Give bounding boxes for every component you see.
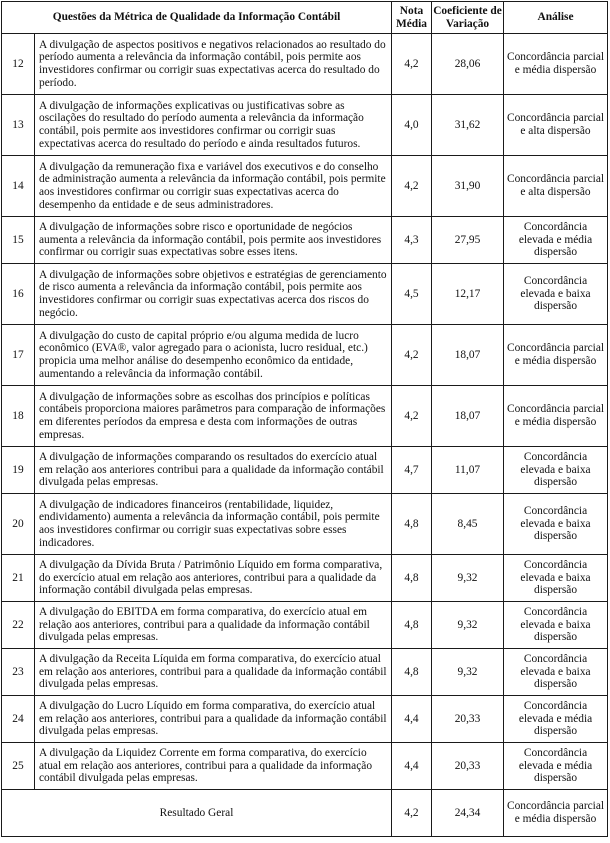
row-question: A divulgação da remuneração fixa e variável dos executivos e do conselho de administração aumenta a relevância da informação contábil, pois permite aos investidores confirmar ou corrigir suas expectativas acerca do desempenho da entidade e de seus administradores.: [35, 156, 392, 217]
row-cv: 31,90: [432, 156, 504, 217]
row-number: 22: [2, 602, 35, 649]
total-label: Resultado Geral: [2, 790, 392, 837]
table-row: [2, 264, 608, 325]
row-number: 18: [2, 386, 35, 447]
row-mean: 4,2: [392, 34, 432, 95]
row-analysis: Concordância elevada e média dispersão: [504, 743, 608, 790]
row-cv: 11,07: [432, 447, 504, 494]
row-mean: 4,7: [392, 447, 432, 494]
row-cv: 27,95: [432, 217, 504, 264]
quality-metric-table: [1, 1, 608, 837]
row-question: A divulgação de informações sobre as escolhas dos princípios e políticas contábeis proporciona maiores parâmetros para comparação de informações em diferentes períodos da empresa e desta com informações de outras empresas.: [35, 386, 392, 447]
row-cv: 20,33: [432, 696, 504, 743]
row-analysis: Concordância elevada e média dispersão: [504, 696, 608, 743]
row-question: A divulgação de informações sobre risco e oportunidade de negócios aumenta a relevância da informação contábil, pois permite aos investidores confirmar ou corrigir suas expectativas sobre esses itens.: [35, 217, 392, 264]
row-question: A divulgação de informações comparando os resultados do exercício atual em relação aos anteriores contribui para a qualidade da informação contábil divulgada pelas empresas.: [35, 447, 392, 494]
table-row: [2, 325, 608, 386]
row-number: 24: [2, 696, 35, 743]
table-row: [2, 34, 608, 95]
row-mean: 4,0: [392, 95, 432, 156]
row-mean: 4,8: [392, 494, 432, 555]
row-question: A divulgação da Liquidez Corrente em forma comparativa, do exercício atual em relação aos anteriores, contribui para a qualidade da informação contábil divulgada pelas empresas.: [35, 743, 392, 790]
row-cv: 9,32: [432, 555, 504, 602]
row-number: 20: [2, 494, 35, 555]
row-question: A divulgação do custo de capital próprio e/ou alguma medida de lucro econômico (EVA®, valor agregado para o acionista, lucro residual, etc.) propicia uma melhor análise do desempenho econômico da entidade, aumentando a relevância da informação contábil.: [35, 325, 392, 386]
row-question: A divulgação de indicadores financeiros (rentabilidade, liquidez, endividamento) aumenta a relevância da informação contábil, pois permite aos investidores confirmar ou corrigir suas expectativas sobre esses indicadores.: [35, 494, 392, 555]
row-number: 25: [2, 743, 35, 790]
row-analysis: Concordância elevada e média dispersão: [504, 217, 608, 264]
row-number: 13: [2, 95, 35, 156]
row-question: A divulgação do EBITDA em forma comparativa, do exercício atual em relação aos anteriores, contribui para a qualidade da informação contábil divulgada pelas empresas.: [35, 602, 392, 649]
table-row: [2, 494, 608, 555]
row-cv: 12,17: [432, 264, 504, 325]
row-cv: 20,33: [432, 743, 504, 790]
row-mean: 4,8: [392, 649, 432, 696]
row-analysis: Concordância elevada e baixa dispersão: [504, 494, 608, 555]
row-analysis: Concordância elevada e baixa dispersão: [504, 447, 608, 494]
row-mean: 4,8: [392, 555, 432, 602]
row-number: 16: [2, 264, 35, 325]
table-row: [2, 555, 608, 602]
table-row: [2, 447, 608, 494]
row-number: 12: [2, 34, 35, 95]
table-row: [2, 696, 608, 743]
table-row: [2, 95, 608, 156]
row-mean: 4,4: [392, 743, 432, 790]
table-body: [2, 34, 608, 837]
table-row: [2, 386, 608, 447]
row-number: 23: [2, 649, 35, 696]
header-mean: Nota Média: [392, 2, 432, 34]
row-cv: 18,07: [432, 325, 504, 386]
row-cv: 31,62: [432, 95, 504, 156]
row-cv: 28,06: [432, 34, 504, 95]
row-mean: 4,2: [392, 156, 432, 217]
row-analysis: Concordância elevada e baixa dispersão: [504, 555, 608, 602]
row-analysis: Concordância parcial e média dispersão: [504, 325, 608, 386]
row-analysis: Concordância elevada e baixa dispersão: [504, 649, 608, 696]
row-analysis: Concordância elevada e baixa dispersão: [504, 264, 608, 325]
row-mean: 4,4: [392, 696, 432, 743]
row-number: 15: [2, 217, 35, 264]
row-cv: 8,45: [432, 494, 504, 555]
table-row: [2, 602, 608, 649]
total-row: [2, 790, 608, 837]
row-analysis: Concordância parcial e média dispersão: [504, 386, 608, 447]
row-question: A divulgação de aspectos positivos e negativos relacionados ao resultado do período aumenta a relevância da informação contábil, pois permite aos investidores confirmar ou corrigir suas expectativas acerca do resultado do período.: [35, 34, 392, 95]
row-number: 14: [2, 156, 35, 217]
table-row: [2, 649, 608, 696]
row-number: 17: [2, 325, 35, 386]
row-question: A divulgação da Dívida Bruta / Patrimônio Líquido em forma comparativa, do exercício atual em relação aos anteriores, contribui para a qualidade da informação contábil divulgada pelas empresas.: [35, 555, 392, 602]
row-mean: 4,8: [392, 602, 432, 649]
row-question: A divulgação do Lucro Líquido em forma comparativa, do exercício atual em relação aos anteriores, contribui para a qualidade da informação contábil divulgada pelas empresas.: [35, 696, 392, 743]
table-header-row: [2, 2, 608, 34]
row-analysis: Concordância parcial e alta dispersão: [504, 95, 608, 156]
row-number: 21: [2, 555, 35, 602]
row-mean: 4,3: [392, 217, 432, 264]
table-row: [2, 156, 608, 217]
row-mean: 4,5: [392, 264, 432, 325]
row-analysis: Concordância parcial e média dispersão: [504, 34, 608, 95]
row-number: 19: [2, 447, 35, 494]
row-analysis: Concordância elevada e baixa dispersão: [504, 602, 608, 649]
header-question: Questões da Métrica de Qualidade da Informação Contábil: [2, 2, 392, 34]
total-cv: 24,34: [432, 790, 504, 837]
row-question: A divulgação de informações sobre objetivos e estratégias de gerenciamento de risco aumenta a relevância da informação contábil, pois permite aos investidores confirmar ou corrigir suas expectativas acerca dos riscos do negócio.: [35, 264, 392, 325]
row-question: A divulgação de informações explicativas ou justificativas sobre as oscilações do resultado do período aumenta a relevância da informação contábil, pois permite aos investidores confirmar ou corrigir suas expectativas acerca do resultado do período e ainda resultados futuros.: [35, 95, 392, 156]
row-cv: 18,07: [432, 386, 504, 447]
total-mean: 4,2: [392, 790, 432, 837]
table-row: [2, 743, 608, 790]
row-question: A divulgação da Receita Líquida em forma comparativa, do exercício atual em relação aos anteriores, contribui para a qualidade da informação contábil divulgada pelas empresas.: [35, 649, 392, 696]
row-cv: 9,32: [432, 649, 504, 696]
row-mean: 4,2: [392, 325, 432, 386]
row-cv: 9,32: [432, 602, 504, 649]
total-analysis: Concordância parcial e média dispersão: [504, 790, 608, 837]
header-cv: Coeficiente de Variação: [432, 2, 504, 34]
row-analysis: Concordância parcial e alta dispersão: [504, 156, 608, 217]
row-mean: 4,2: [392, 386, 432, 447]
table-row: [2, 217, 608, 264]
header-analysis: Análise: [504, 2, 608, 34]
